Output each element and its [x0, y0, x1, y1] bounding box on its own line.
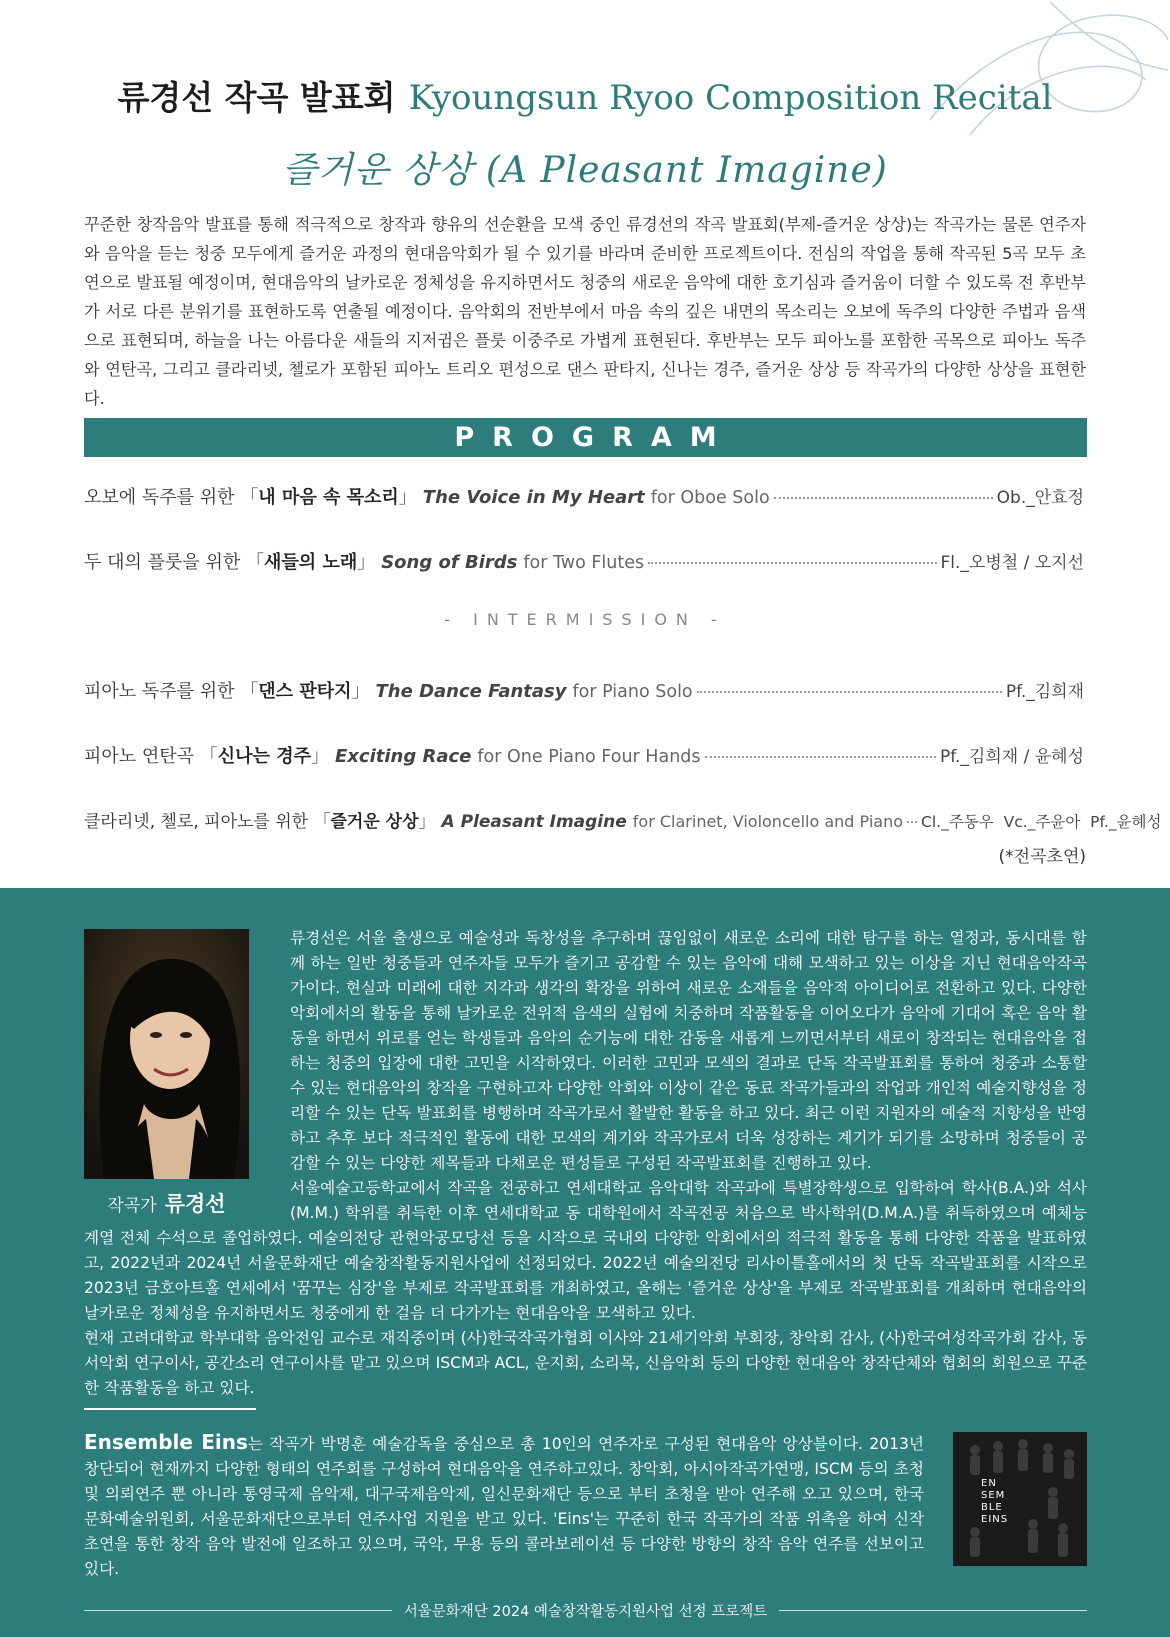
intro-paragraph: 꾸준한 창작음악 발표를 통해 적극적으로 창작과 향유의 선순환을 모색 중인 류경선의 작곡 발표회(부제-즐거운 상상)는 작곡가는 물론 연주자와 음악을 듣는 청중 모두에게 즐거운 과정의 현대음악회가 될 수 있기를 바라며 준비한 프로젝트이다. 전심의 작업을 통해 작곡된 5곡 모두 초연으로 발표될 예정이며, 현대음악의 날카로운 정체성을 유지하면서도 청중의 새로운 음악에 대한 호기심과 즐거움이 더할 수 있도록 전 후반부가 서로 다른 분위기를 표현하도록 연출될 예정이다. 음악회의 전반부에서 마음 속의 깊은 내면의 목소리는 오보에 독주의 다양한 주법과 음색으로 표현되며, 하늘을 나는 아름다운 새들의 지저귐은 플룻 이중주로 가볍게 표현된다. 후반부는 모두 피아노를 포함한 곡목으로 피아노 독주와 연탄곡, 그리고 클라리넷, 첼로가 포함된 피아노 트리오 편성으로 댄스 판타지, 신나는 경주, 즐거운 상상 등 작곡가의 다양한 상상을 표현한다.	[84, 215, 1086, 408]
program-item-prefix: 피아노 독주를 위한 「	[84, 681, 259, 702]
section-divider	[84, 1408, 256, 1410]
program-item-performers: Fl._오병철 / 오지선	[940, 553, 1084, 573]
program-item-suffix: 」	[351, 681, 370, 702]
program-item-performers: Pf._김희재 / 윤혜성	[940, 747, 1084, 767]
album-cover-text: EN SEM BLE EINS	[981, 1478, 1009, 1525]
leader-dots	[907, 821, 917, 823]
recital-subtitle: 즐거운 상상 (A Pleasant Imagine)	[282, 150, 888, 191]
premiere-note: (*전곡초연)	[998, 847, 1086, 867]
leader-dots	[648, 562, 936, 564]
ensemble-description	[84, 1430, 924, 1582]
program-item-title-en: Song of Birds	[381, 552, 518, 573]
program-item-instrumentation: for Oboe Solo	[650, 488, 770, 508]
intermission-label: - INTERMISSION -	[444, 610, 726, 629]
footer	[84, 1600, 1087, 1621]
title-korean: 류경선 작곡 발표회	[117, 78, 396, 117]
program-item-instrumentation: for Two Flutes	[523, 553, 645, 573]
program-item-performers: Pf._김희재	[1005, 682, 1084, 702]
program-item-performers: Cl._주동우 Vc._주윤아 Pf._윤혜성	[921, 813, 1162, 831]
bio-paragraph: 현재 고려대학교 학부대학 음악전임 교수로 재직중이며 (사)한국작곡가협회 이사와 21세기악회 부회장, 창악회 감사, (사)한국여성작곡가회 감사, 동서악회 연구이사, 공간소리 연구이사를 맡고 있으며 ISCM과 ACL, 운지회, 소리목, 신음악회 등의 다양한 현대음악 창작단체와 협회의 회원으로 꾸준한 작품활동을 하고 있다.	[84, 1329, 1087, 1397]
ensemble-album-image	[953, 1432, 1087, 1566]
program-item-suffix: 」	[418, 812, 436, 832]
program-item-suffix: 」	[398, 487, 417, 508]
program-item-instrumentation: for Clarinet, Violoncello and Piano	[632, 812, 904, 831]
program-item-performers: Ob._안효정	[996, 488, 1084, 508]
program-item	[84, 807, 1162, 832]
program-item-prefix: 두 대의 플룻을 위한 「	[84, 552, 264, 573]
program-item	[84, 742, 1084, 768]
composer-biography	[84, 926, 1087, 1401]
program-item	[84, 677, 1084, 703]
caption-role: 작곡가	[107, 1196, 157, 1216]
program-item-title-en: Exciting Race	[335, 746, 472, 767]
leader-dots	[697, 691, 1002, 693]
ensemble-text: 는 작곡가 박명훈 예술감독을 중심으로 총 10인의 연주자로 구성된 현대음악 앙상블이다. 2013년 창단되어 현재까지 다양한 형태의 연주회를 구성하여 현대음악을 연주하고있다. 창악회, 아시아작곡가연맹, ISCM 등의 초청 및 의뢰연주 뿐 아니라 통영국제 음악제, 대구국제음악제, 일신문화재단 등으로 부터 초청을 받아 연주해 오고 있으며, 한국문화예술위원회, 서울문화재단으로부터 연주사업 지원을 받고 있다. 'Eins'는 꾸준히 한국 작곡가의 작품 위촉을 하여 신작 초연을 통한 창작 음악 발전에 일조하고 있으며, 국악, 무용 등의 콜라보레이션 등 다양한 방향의 창작 음악 연주를 선보이고 있다.	[84, 1435, 924, 1578]
bio-paragraph: 서울예술고등학교에서 작곡을 전공하고 연세대학교 음악대학 작곡과에 특별장학생으로 입학하여 학사(B.A.)와 석사(M.M.) 학위를 취득한 이후 연세대학교 동 대학원에서 작곡전공 처음으로 박사학위(D.M.A.)를 취득하였으며 예체능계열 전체 수석으로 졸업하였다. 예술의전당 관현악공모당선 등을 시작으로 국내외 다양한 악회에서의 적극적 활동을 통해 다양한 작품을 발표하였고, 2022년과 2024년 서울문화재단 예술창작활동지원사업에 선정되었다. 2022년 예술의전당 리사이틀홀에서의 첫 단독 작곡발표회를 시작으로 2023년 금호아트홀 연세에서 '꿈꾸는 심장'을 부제로 작곡발표회를 개최하였고, 올해는 '즐거운 상상'을 부제로 작곡발표회를 개최하며 현대음악의 날카로운 정체성을 유지하면서도 청중에게 한 걸음 더 다가가는 현대음악을 모색하고 있다.	[84, 1179, 1087, 1322]
program-item-title-ko: 새들의 노래	[264, 552, 358, 573]
leader-dots	[705, 756, 937, 758]
footer-text: 서울문화재단 2024 예술창작활동지원사업 선정 프로젝트	[403, 1604, 768, 1620]
bio-paragraph: 류경선은 서울 출생으로 예술성과 독창성을 추구하며 끊임없이 새로운 소리에 대한 탐구를 하는 열정과, 동시대를 함께 하는 일반 청중들과 연주자들 모두가 즐기고 공감할 수 있는 음악에 대해 모색하고 있는 이상을 지닌 현대음악작곡가이다. 현실과 미래에 대한 지각과 생각의 확장을 위하여 새로운 소재들을 음악적 아이디어로 전환하고 있다. 다양한 악회에서의 활동을 통해 날카로운 전위적 음색의 실험에 치중하며 작품활동을 이어오다가 음악에 기대어 혹은 음악 활동을 하면서 위로를 얻는 학생들과 음악의 순기능에 대한 감동을 새롭게 느끼면서부터 새로이 창작되는 현대음악을 접하는 청중의 입장에 대한 고민을 시작하였다. 이러한 고민과 모색의 결과로 단독 작곡발표회를 통하여 청중과 소통할 수 있는 현대음악의 창작을 구현하고자 다양한 악회와 이상이 같은 동료 작곡가들과의 작업과 개인적 예술지향성을 정리할 수 있는 단독 발표회를 병행하며 작곡가로서 활발한 활동을 하고 있다. 최근 이런 지원자의 예술적 지향성을 반영하고 추후 보다 적극적인 활동에 대한 모색의 계기와 작곡가로서 더욱 성장하는 계기가 되기를 소망하며 청중들이 공감할 수 있는 다양한 제목들과 다채로운 편성들로 구성된 작곡발표회를 진행하고 있다.	[290, 929, 1087, 1172]
program-item-instrumentation: for One Piano Four Hands	[477, 747, 701, 767]
program-item-title-ko: 즐거운 상상	[330, 812, 419, 832]
program-heading: PROGRAM	[84, 418, 1087, 457]
program-item-title-en: The Voice in My Heart	[422, 487, 645, 508]
program-item-prefix: 클라리넷, 첼로, 피아노를 위한 「	[84, 812, 331, 832]
program-item-title-ko: 내 마음 속 목소리	[258, 487, 399, 508]
footer-line-left	[84, 1610, 392, 1611]
program-item-title-en: The Dance Fantasy	[375, 681, 567, 702]
program-item-title-ko: 신나는 경주	[217, 746, 311, 767]
program-item-prefix: 오보에 독주를 위한 「	[84, 487, 259, 508]
program-item-title-ko: 댄스 판타지	[258, 681, 352, 702]
program-item	[84, 483, 1084, 509]
recital-title	[0, 72, 1170, 119]
ensemble-name: Ensemble Eins	[84, 1430, 248, 1454]
program-item	[84, 548, 1084, 574]
leader-dots	[774, 497, 993, 499]
decorative-swirl	[910, 0, 1170, 140]
composer-bio-section	[0, 888, 1170, 1637]
program-item-title-en: A Pleasant Imagine	[441, 812, 627, 832]
program-item-prefix: 피아노 연탄곡 「	[84, 746, 218, 767]
caption-name: 류경선	[164, 1192, 226, 1216]
program-item-suffix: 」	[357, 552, 376, 573]
program-item-instrumentation: for Piano Solo	[572, 682, 693, 702]
footer-line-right	[779, 1610, 1087, 1611]
title-english: Kyoungsun Ryoo Composition Recital	[408, 78, 1053, 118]
program-item-suffix: 」	[311, 746, 329, 767]
